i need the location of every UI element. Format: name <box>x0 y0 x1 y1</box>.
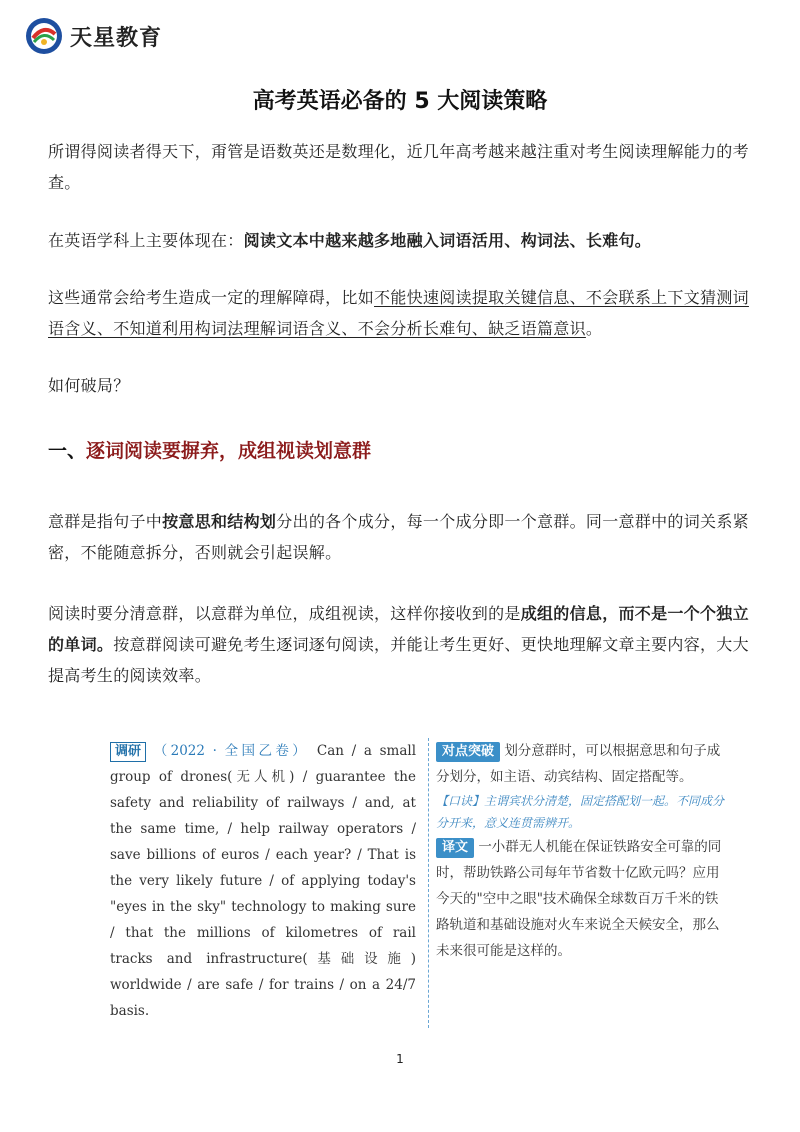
brand-logo <box>24 16 162 56</box>
paragraph-reading-method <box>48 598 752 691</box>
sense-group-b: 分出的各个成分，每一个成分即一个意群。同一意群中的词关系紧密，不能随意拆分，否则就会引起误解。 <box>48 512 749 562</box>
page-number: 1 <box>396 1052 404 1066</box>
method-bold: 成组的信息，而不是一个个独立的单词。 <box>48 604 749 654</box>
obstacles-underlined: 不能快速阅读提取关键信息、不会联系上下文猜测词语含义、不知道利用构词法理解词语含义、不会分析长难句、缺乏语篇意识 <box>48 288 749 338</box>
point-hint: 【口诀】主谓宾状分清楚，固定搭配划一起。不同成分分开来，意义连贯需辨开。 <box>436 794 725 830</box>
sense-group-a: 意群是指句子中 <box>48 512 163 531</box>
paragraph-question: 如何破局？ <box>48 376 130 395</box>
example-source: （2022 · 全国乙卷） <box>153 743 310 759</box>
page-title: 高考英语必备的 5 大阅读策略 <box>252 89 548 114</box>
focus-bold: 阅读文本中越来越多地融入词语活用、构词法、长难句。 <box>243 231 652 250</box>
example-english <box>110 738 416 1024</box>
section-title: 逐词阅读要摒弃，成组视读划意群 <box>86 440 372 462</box>
paragraph-focus <box>48 225 752 256</box>
example-tag: 调研 <box>110 742 146 762</box>
example-english-text: Can / a small group of drones(无人机) / guarantee the safety and reliability of railways / and, at the same time, / help railway operators / save billions of euros / each year? / That is the very likely future / of applying today's "eyes in the sky" technology to making sure / that the millions of kilometres of rail tracks and infrastructure(基础设施) worldwide / are safe / for trains / on a 24/7 basis. <box>110 743 417 1019</box>
obstacles-suffix: 。 <box>585 319 603 338</box>
paragraph-obstacles <box>48 282 752 344</box>
sense-group-bold: 按意思和结构划 <box>162 512 277 531</box>
example-notes <box>436 738 728 964</box>
point-tag: 对点突破 <box>436 742 500 762</box>
example-figure <box>96 728 736 1038</box>
obstacles-prefix: 这些通常会给考生造成一定的理解障碍，比如 <box>48 288 375 307</box>
paragraph-sense-group <box>48 506 752 568</box>
point-text: 划分意群时，可以根据意思和句子成分划分，如主语、动宾结构、固定搭配等。 <box>436 743 721 785</box>
translation-tag: 译文 <box>436 838 474 858</box>
logo-text: 天星教育 <box>70 25 163 51</box>
method-a: 阅读时要分清意群，以意群为单位，成组视读，这样你接收到的是 <box>48 604 521 623</box>
section-number: 一、 <box>48 440 87 462</box>
logo-emblem-icon <box>24 16 64 56</box>
paragraph-intro: 所谓得阅读者得天下，甭管是语数英还是数理化，近几年高考越来越注重对考生阅读理解能力的考查。 <box>48 142 749 192</box>
translation-text: 一小群无人机能在保证铁路安全可靠的同时，帮助铁路公司每年节省数十亿欧元吗？应用今天的"空中之眼"技术确保全球数百万千米的铁路轨道和基础设施对火车来说全天候安全，那么未来很可能是这样的。 <box>436 839 722 959</box>
example-divider <box>428 738 429 1028</box>
focus-prefix: 在英语学科上主要体现在： <box>48 231 244 250</box>
section-heading-1 <box>48 436 371 463</box>
method-b: 按意群阅读可避免考生逐词逐句阅读，并能让考生更好、更快地理解文章主要内容，大大提高考生的阅读效率。 <box>48 635 749 685</box>
